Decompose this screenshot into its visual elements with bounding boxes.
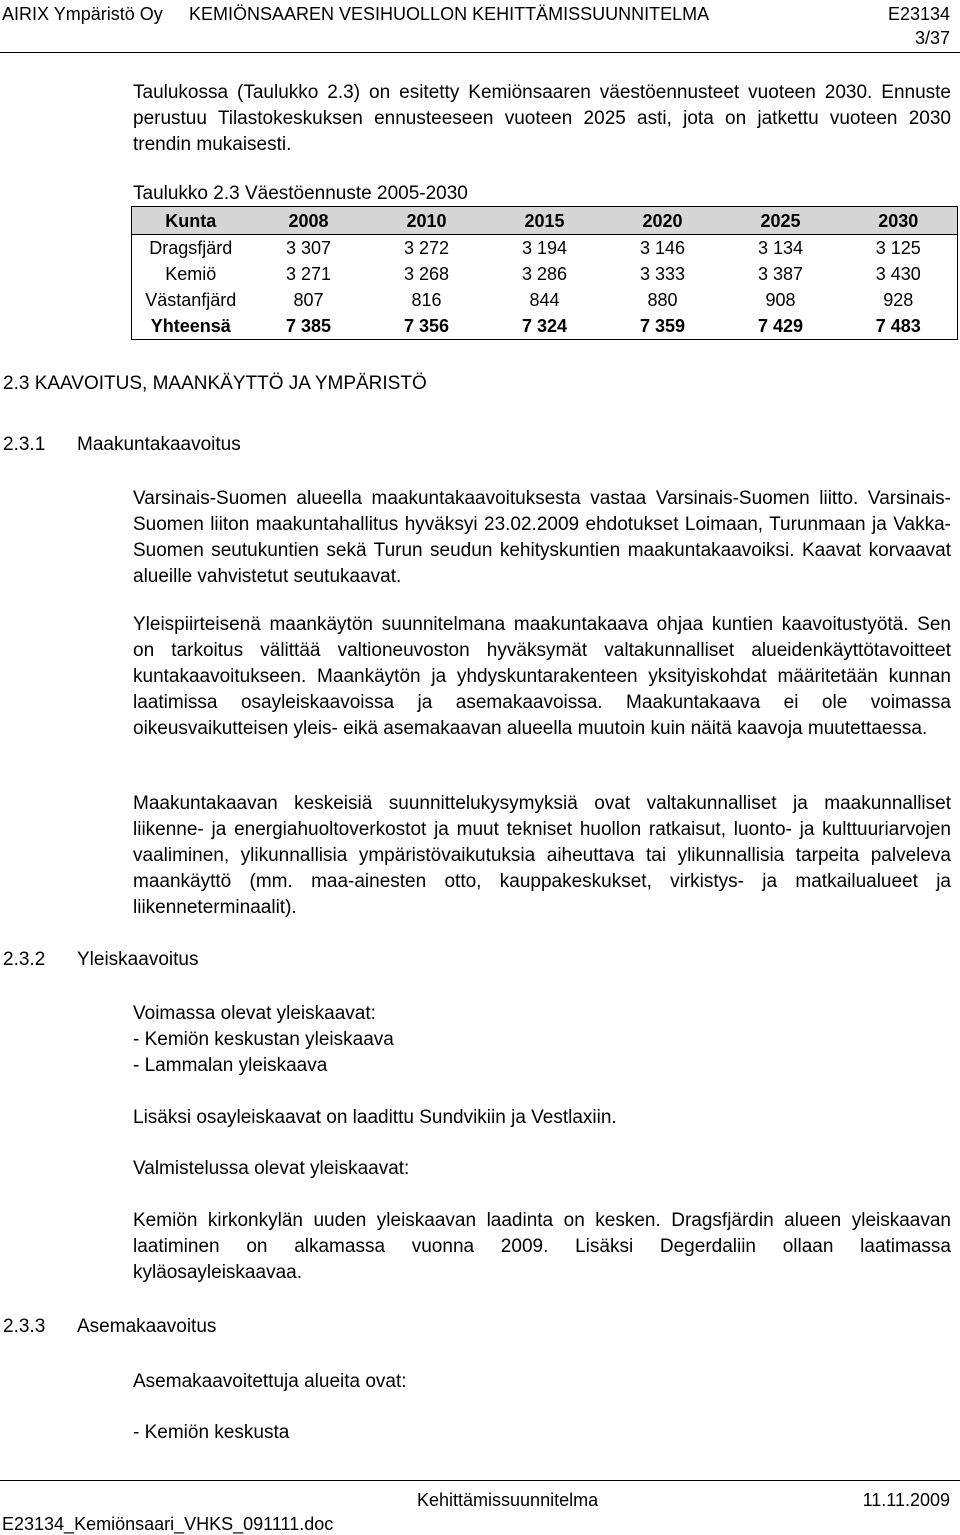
- table-cell: 3 146: [639, 238, 686, 258]
- intro-paragraph: [133, 80, 951, 158]
- table-cell: 3 286: [521, 264, 568, 284]
- table-header-cell: 2030: [840, 207, 958, 235]
- paragraph-text: Maakuntakaavan keskeisiä suunnittelukysymyksiä ovat valtakunnalliset ja maakunnalliset liikenne- ja energiahuoltoverkostot ja muut tekniset huollon ratkaisut, luonto- ja kulttuuriarvojen vaaliminen, ylikunnallisia ympäristövaikutuksia aiheuttava tai ylikunnallisia tarpeita palveleva maankäyttö (mm. maa-ainesten otto, kauppakeskukset, virkistys- ja matkailualueet ja liikenneterminaalit).: [133, 793, 951, 918]
- maakuntakaavoitus-paragraph-3: [133, 791, 951, 921]
- header-page-number: 3/37: [914, 28, 950, 48]
- table-cell: 816: [411, 290, 442, 310]
- table-cell: 7 385: [285, 316, 332, 336]
- section-2-3-3-number: 2.3.3: [3, 1316, 46, 1337]
- table-header-cell: 2025: [722, 207, 840, 235]
- footer-rule: [0, 1480, 960, 1481]
- table-cell: 3 333: [639, 264, 686, 284]
- maakuntakaavoitus-paragraph-1: [133, 486, 951, 590]
- list-item: - Kemiön keskustan yleiskaava: [133, 1029, 394, 1050]
- table-cell: 3 134: [757, 238, 804, 258]
- header-rule: [0, 52, 960, 53]
- table-caption: Taulukko 2.3 Väestöennuste 2005-2030: [133, 183, 468, 204]
- table-header-cell: 2015: [486, 207, 604, 235]
- table-cell: 3 272: [403, 238, 450, 258]
- table-cell: Västanfjärd: [145, 290, 237, 310]
- population-forecast-table: [131, 206, 958, 340]
- table-cell: 3 125: [875, 238, 921, 258]
- table-cell: Dragsfjärd: [149, 238, 233, 258]
- table-cell: 880: [647, 290, 678, 310]
- paragraph-text: Varsinais-Suomen alueella maakuntakaavoituksesta vastaa Varsinais-Suomen liitto. Varsinais-Suomen liiton maakuntahallitus hyväksyi 23.02.2009 ehdotukset Loimaan, Turunmaan ja Vakka-Suomen seutukuntien sekä Turun seudun kehityskuntien maakuntakaavoiksi. Kaavat korvaavat alueille vahvistetut seutukaavat.: [133, 488, 951, 587]
- table-cell: 7 324: [521, 316, 568, 336]
- table-cell: 7 356: [403, 316, 450, 336]
- footer-filename: E23134_Kemiönsaari_VHKS_091111.doc: [2, 1514, 334, 1534]
- list-item: - Kemiön keskusta: [133, 1422, 290, 1443]
- table-cell: 3 307: [285, 238, 332, 258]
- table-header-row: [132, 207, 958, 235]
- table-cell: 3 387: [757, 264, 804, 284]
- paragraph-text: Yleispiirteisenä maankäytön suunnitelmana maakuntakaava ohjaa kuntien kaavoitustyötä. Sen on tarkoitus välittää valtioneuvoston hyväksymät valtakunnalliset alueidenkäyttötavoitteet kuntakaavoitukseen. Maankäytön ja yhdyskuntarakenteen yksityiskohdat määritetään kunnan laatimissa osayleiskaavoissa ja asemakaavoissa. Maakuntakaava ei ole voimassa oikeusvaikutteisen yleis- eikä asemakaavan alueella muutoin kuin näitä kaavoja muutettaessa.: [133, 614, 951, 739]
- table-row: [132, 235, 958, 262]
- section-2-3-1-heading: Maakuntakaavoitus: [77, 434, 241, 455]
- table-cell: 7 359: [639, 316, 686, 336]
- table-cell: 3 194: [521, 238, 568, 258]
- table-cell: 844: [529, 290, 560, 310]
- footer-document-type: Kehittämissuunnitelma: [417, 1490, 599, 1510]
- yleiskaavat-list: [133, 1001, 951, 1079]
- valmistelussa-heading: Valmistelussa olevat yleiskaavat:: [133, 1158, 410, 1179]
- table-header-cell: 2020: [604, 207, 722, 235]
- intro-text: Taulukossa (Taulukko 2.3) on esitetty Kemiönsaaren väestöennusteet vuoteen 2030. Ennuste perustuu Tilastokeskuksen ennusteeseen vuoteen 2025 asti, jota on jatkettu vuoteen 2030 trendin mukaisesti.: [133, 82, 951, 155]
- osayleiskaavat-text: Lisäksi osayleiskaavat on laadittu Sundvikiin ja Vestlaxiin.: [133, 1107, 617, 1128]
- table-cell: Kemiö: [165, 264, 217, 284]
- table-cell: 3 268: [403, 264, 450, 284]
- section-2-3-2-number: 2.3.2: [3, 949, 46, 970]
- maakuntakaavoitus-paragraph-2: [133, 612, 951, 742]
- table-cell: 3 430: [875, 264, 921, 284]
- section-2-3-1-number: 2.3.1: [3, 434, 46, 455]
- section-2-3-3-heading: Asemakaavoitus: [77, 1316, 217, 1337]
- table-row: [132, 261, 958, 287]
- table-header-cell: 2008: [250, 207, 368, 235]
- table-header-cell: 2010: [368, 207, 486, 235]
- asemakaava-heading: Asemakaavoitettuja alueita ovat:: [133, 1371, 407, 1392]
- section-2-3-2-heading: Yleiskaavoitus: [77, 949, 199, 970]
- valmistelussa-paragraph: [133, 1208, 951, 1286]
- paragraph-text: Kemiön kirkonkylän uuden yleiskaavan laadinta on kesken. Dragsfjärdin alueen yleiskaavan laatiminen on alkamassa vuonna 2009. Lisäksi Degerdaliin ollaan laatimassa kyläosayleiskaavaa.: [133, 1210, 951, 1283]
- table-cell: 7 483: [875, 316, 921, 336]
- header-company: AIRIX Ympäristö Oy: [2, 4, 163, 24]
- footer-date: 11.11.2009: [862, 1490, 950, 1510]
- table-cell: 7 429: [757, 316, 804, 336]
- list-heading: Voimassa olevat yleiskaavat:: [133, 1003, 376, 1024]
- section-2-3-heading: 2.3 KAAVOITUS, MAANKÄYTTÖ JA YMPÄRISTÖ: [3, 373, 427, 394]
- table-cell: Yhteensä: [150, 316, 231, 336]
- table-cell: 928: [883, 290, 914, 310]
- table-total-row: [132, 313, 958, 340]
- table-cell: 3 271: [285, 264, 332, 284]
- table-row: [132, 287, 958, 313]
- header-document-code: E23134: [887, 4, 950, 24]
- table-header-cell: Kunta: [132, 207, 250, 235]
- table-cell: 807: [293, 290, 324, 310]
- asemakaava-list: [133, 1420, 951, 1446]
- list-item: - Lammalan yleiskaava: [133, 1055, 328, 1076]
- header-document-title: KEMIÖNSAAREN VESIHUOLLON KEHITTÄMISSUUNNITELMA: [189, 4, 710, 24]
- table-cell: 908: [765, 290, 796, 310]
